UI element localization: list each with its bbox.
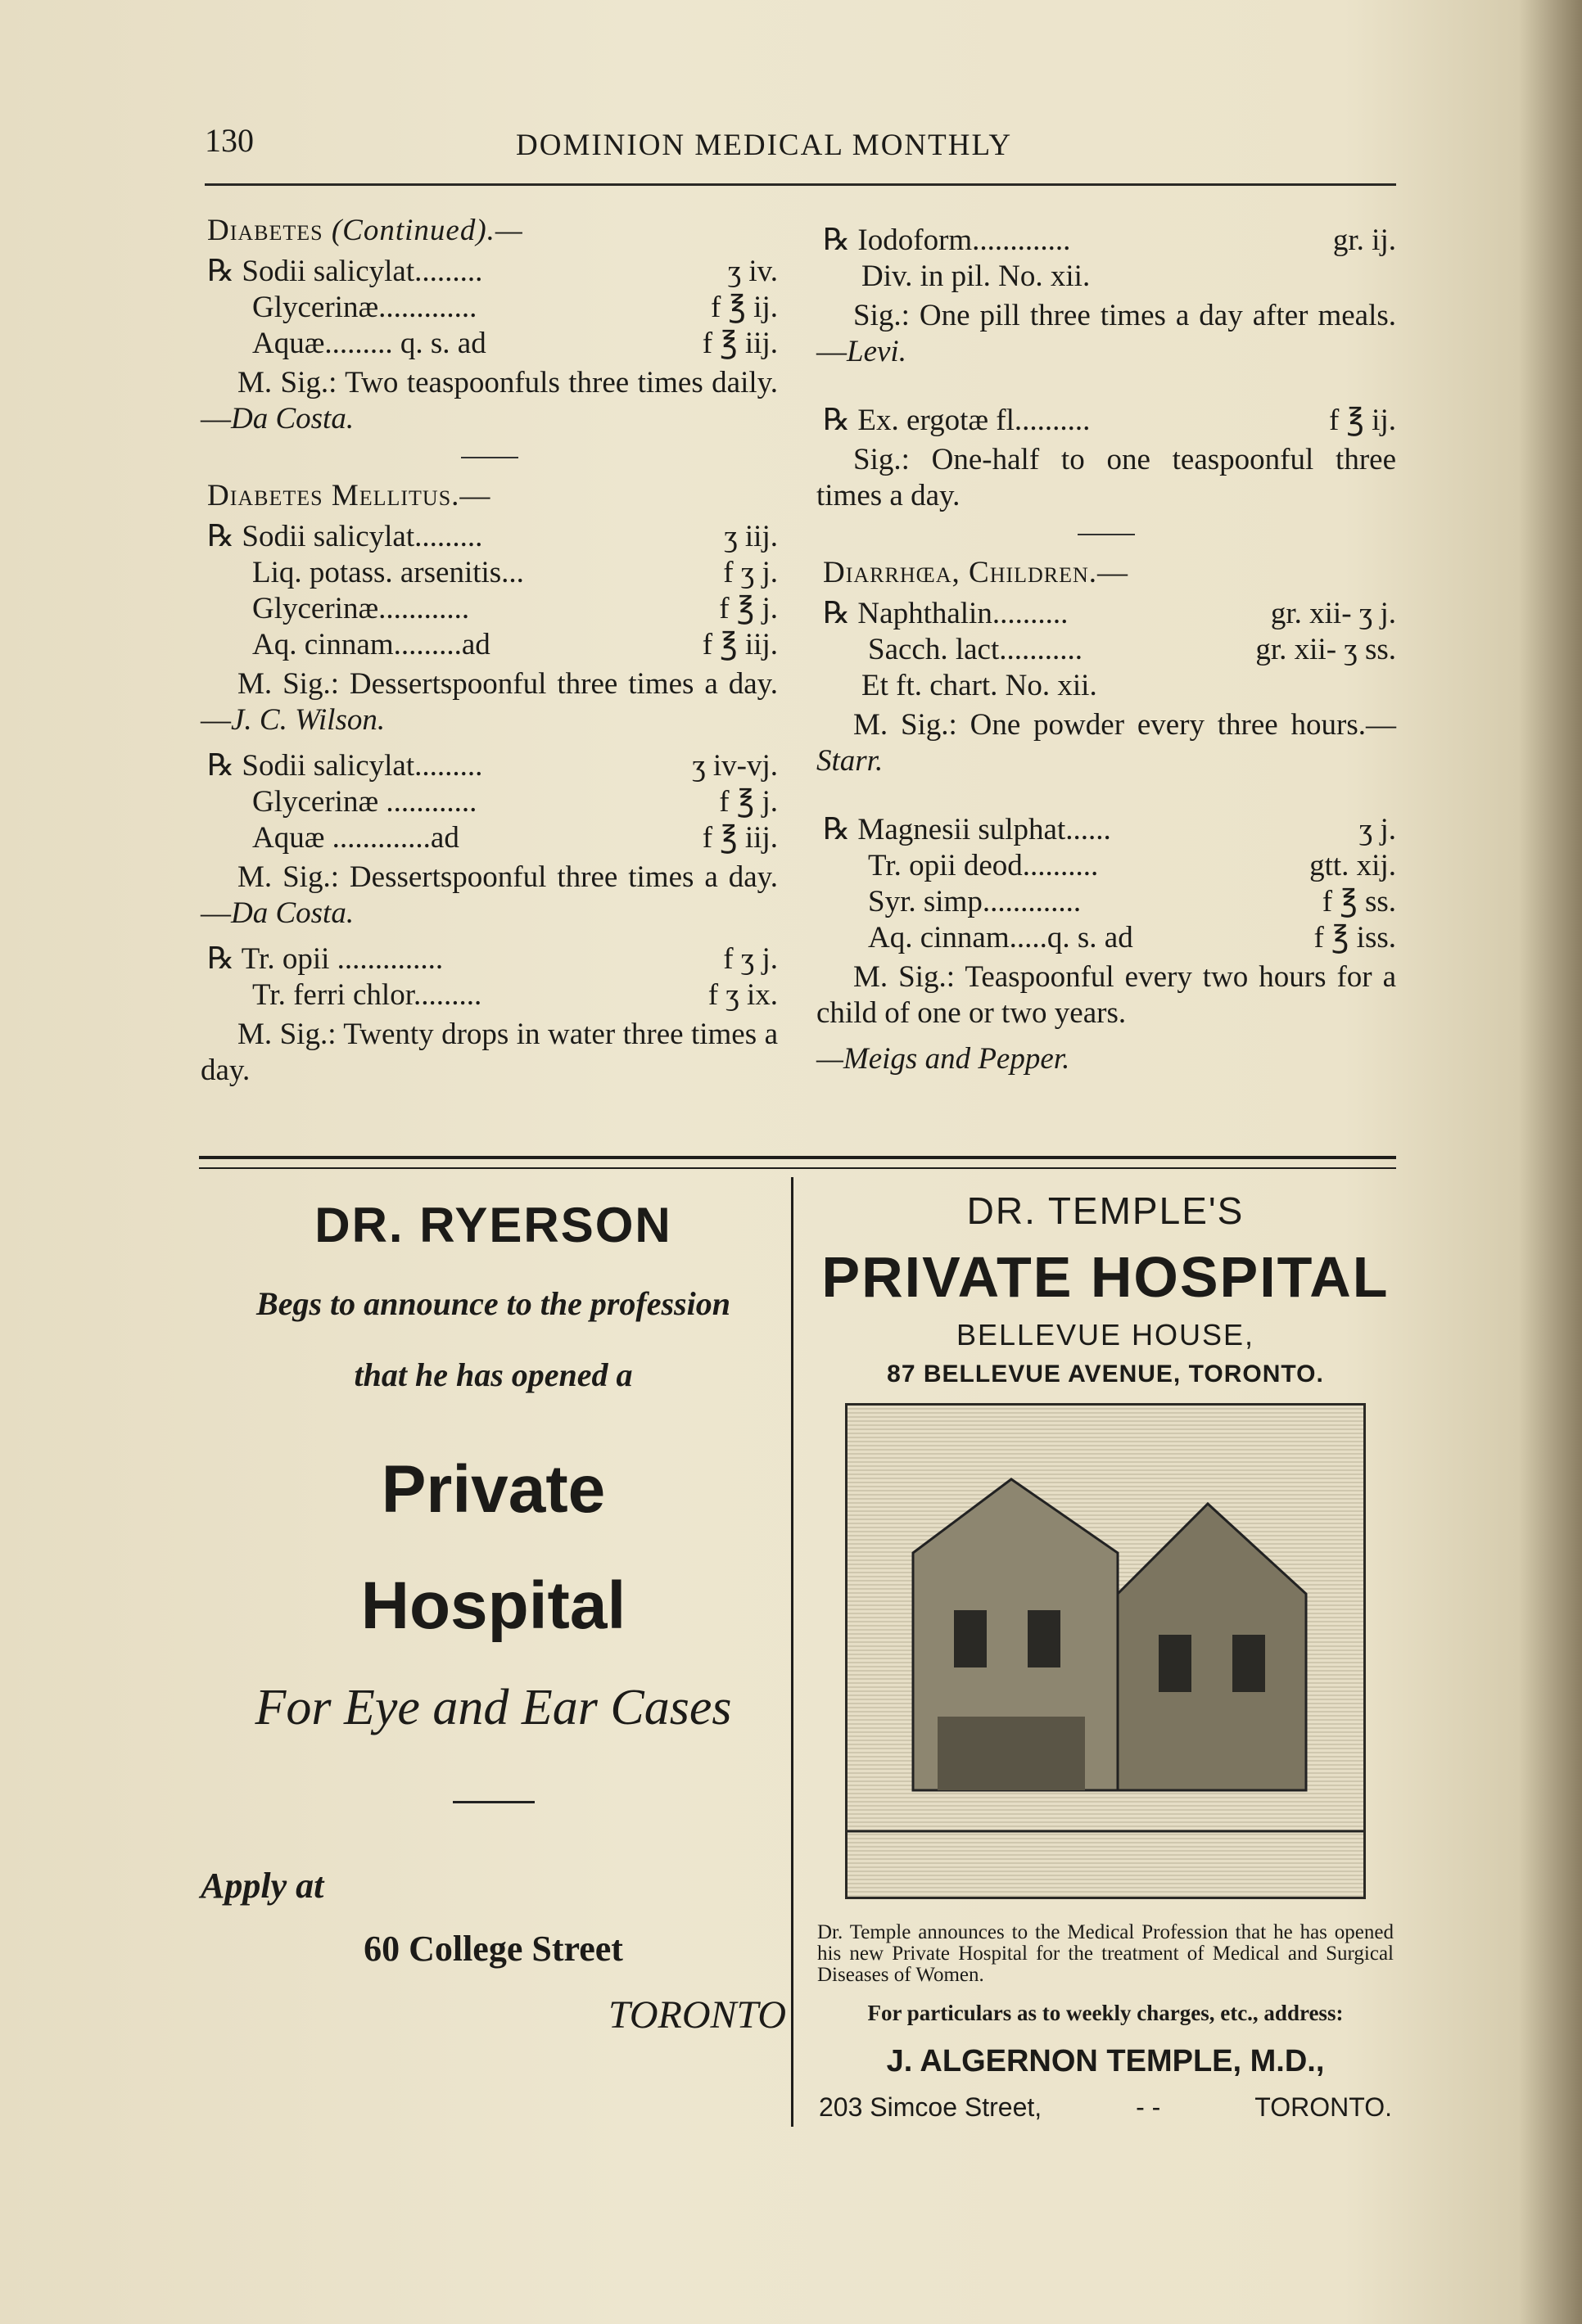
ingredient-name: ℞ Sodii salicylat......... [207,255,483,288]
hospital-engraving [845,1403,1366,1899]
section-title-diabetes: Diabetes (Continued).— [207,214,523,247]
prescription-naphthalin [823,596,1396,668]
signa-1: M. Sig.: Two teaspoonfuls three times daily.—Da Costa. [201,366,778,435]
ingredient-dose: gr. ij. [1332,223,1396,257]
prescription-line [823,812,1396,848]
prescription-line [207,977,778,1013]
division-note: Div. in pil. No. xii. [861,259,1091,293]
prescription-3 [207,748,778,856]
separator-rule-thin [199,1167,1396,1169]
ingredient-name: ℞ Tr. opii .............. [207,942,444,976]
signa-iodoform: Sig.: One pill three times a day after meals.—Levi. [816,299,1396,368]
prescription-line [823,596,1396,632]
temple-advertisement [811,1179,1400,2123]
section-title-diarrhoea: Diarrhœa, Children.— [823,556,1129,589]
ingredient-dose: f ℥ ij. [710,291,778,324]
ingredient-name: Sacch. lact........... [868,633,1083,666]
ad-ryerson-apply: Apply at [201,1866,324,1906]
ingredient-name: Aq. cinnam.....q. s. ad [868,921,1133,954]
ingredient-name: Liq. potass. arsenitis... [252,556,524,589]
ad-ryerson-line1: Begs to announce to the profession [256,1285,730,1322]
ad-ryerson-rule [453,1801,535,1803]
ad-temple-doctor: J. ALGERNON TEMPLE, M.D., [886,2044,1325,2078]
hospital-building-illustration [848,1406,1363,1897]
ingredient-name: Aquæ......... q. s. ad [252,327,486,360]
prescription-line [823,632,1396,668]
ingredient-dose: ʒ j. [1358,813,1396,846]
ingredient-name: Tr. opii deod.......... [868,849,1099,882]
prescription-line [823,848,1396,884]
signa-2: M. Sig.: Dessertspoonful three times a day.—J. C. Wilson. [201,667,778,737]
ingredient-dose: f ℥ iij. [702,628,778,661]
ingredient-dose: f ʒ j. [723,556,778,589]
prescription-line [207,326,778,362]
ad-temple-house: BELLEVUE HOUSE, [956,1318,1255,1352]
ad-ryerson-hospital: Hospital [360,1568,626,1643]
prescription-line [207,941,778,977]
ad-temple-announcement: Dr. Temple announces to the Medical Profession that he has opened his new Private Hospital for the treatment of Medical and Surgical Diseases of Women. [817,1921,1394,1986]
ingredient-dose: f ℥ iij. [702,821,778,855]
prescription-line [207,820,778,856]
page-header [205,121,1396,178]
section-title-diabetes-mellitus: Diabetes Mellitus.— [207,479,491,512]
prescription-line [823,920,1396,956]
ingredient-name: Syr. simp............. [868,885,1082,918]
ryerson-advertisement [201,1179,786,2037]
signa-4: M. Sig.: Twenty drops in water three times a day. [201,1018,778,1087]
right-column [816,223,1396,1077]
ingredient-name: Glycerinæ............. [252,291,477,324]
ingredient-name: Tr. ferri chlor......... [252,978,482,1012]
prescription-iodoform [823,223,1396,259]
prescription-line [207,290,778,326]
ingredient-name: ℞ Iodoform............. [823,223,1071,257]
signa-naphthalin: M. Sig.: One powder every three hours.—Starr. [816,708,1396,778]
ingredient-dose: gr. xii- ʒ ss. [1255,633,1396,666]
signa-3: M. Sig.: Dessertspoonful three times a day.—Da Costa. [201,860,778,930]
ad-ryerson-line2: that he has opened a [354,1356,633,1393]
ingredient-name: ℞ Sodii salicylat......... [207,520,483,553]
ad-ryerson-private: Private [381,1452,606,1527]
signa-magnesia-author: —Meigs and Pepper. [816,1042,1070,1076]
ad-temple-dash: - - [1136,2092,1161,2122]
ad-temple-particulars: For particulars as to weekly charges, etc., address: [867,2001,1344,2025]
ingredient-dose: gr. xii- ʒ j. [1270,597,1396,630]
ad-temple-address: 87 BELLEVUE AVENUE, TORONTO. [887,1361,1324,1388]
ingredient-dose: f ℥ iss. [1313,921,1396,954]
prescription-ergot [823,403,1396,439]
prescription-line [207,519,778,555]
header-rule [205,183,1396,186]
ingredient-dose: f ʒ ix. [707,978,778,1012]
ad-temple-address-line [811,2092,1400,2123]
prescription-1 [207,254,778,362]
section-divider [1078,534,1135,535]
prescription-2 [207,519,778,663]
ad-ryerson-name: DR. RYERSON [314,1198,672,1252]
prescription-line [207,627,778,663]
ad-temple-city: TORONTO. [1254,2092,1392,2122]
prescription-4 [207,941,778,1013]
ingredient-name: ℞ Naphthalin.......... [823,597,1069,630]
ingredient-name: ℞ Magnesii sulphat...... [823,813,1111,846]
ingredient-dose: f ℥ j. [719,592,778,625]
ingredient-dose: f ʒ j. [723,942,778,976]
ad-temple-street: 203 Simcoe Street, [819,2092,1042,2122]
ad-temple-title1: DR. TEMPLE'S [966,1189,1245,1232]
ad-divider [791,1177,793,2127]
prescription-line [207,254,778,290]
left-column [201,213,778,1099]
ingredient-dose: f ℥ ss. [1322,885,1396,918]
ingredient-name: Aquæ .............ad [252,821,459,855]
section-divider [461,457,518,458]
prescription-line [207,555,778,591]
ingredient-dose: f ℥ iij. [702,327,778,360]
page-number: 130 [205,122,254,159]
prescription-line [207,748,778,784]
ingredient-name: ℞ Ex. ergotæ fl.......... [823,404,1091,437]
running-title: DOMINION MEDICAL MONTHLY [516,129,1013,162]
prescription-line [823,884,1396,920]
ad-ryerson-cases: For Eye and Ear Cases [255,1680,732,1735]
ingredient-name: Glycerinæ ............ [252,785,477,819]
prescription-line [823,403,1396,439]
ad-temple-title2: PRIVATE HOSPITAL [821,1245,1390,1309]
ingredient-dose: ʒ iij. [724,520,778,553]
prescription-line [207,784,778,820]
ingredient-name: Glycerinæ............ [252,592,470,625]
chart-note: Et ft. chart. No. xii. [861,669,1097,702]
prescription-line [207,591,778,627]
signa-magnesia: M. Sig.: Teaspoonful every two hours for a child of one or two years. [816,960,1396,1030]
ingredient-dose: gtt. xij. [1309,849,1396,882]
ingredient-dose: f ℥ j. [719,785,778,819]
signa-ergot: Sig.: One-half to one teaspoonful three times a day. [816,443,1396,512]
ingredient-name: ℞ Sodii salicylat......... [207,749,483,783]
ingredient-dose: ʒ iv. [727,255,778,288]
prescription-line [823,223,1396,259]
ingredient-dose: f ℥ ij. [1328,404,1396,437]
ingredient-dose: ʒ iv-vj. [692,749,778,783]
ad-ryerson-street: 60 College Street [364,1929,623,1969]
ad-ryerson-city: TORONTO [608,1993,786,2037]
ingredient-name: Aq. cinnam.........ad [252,628,490,661]
prescription-magnesia [823,812,1396,956]
separator-rule-thick [199,1156,1396,1159]
